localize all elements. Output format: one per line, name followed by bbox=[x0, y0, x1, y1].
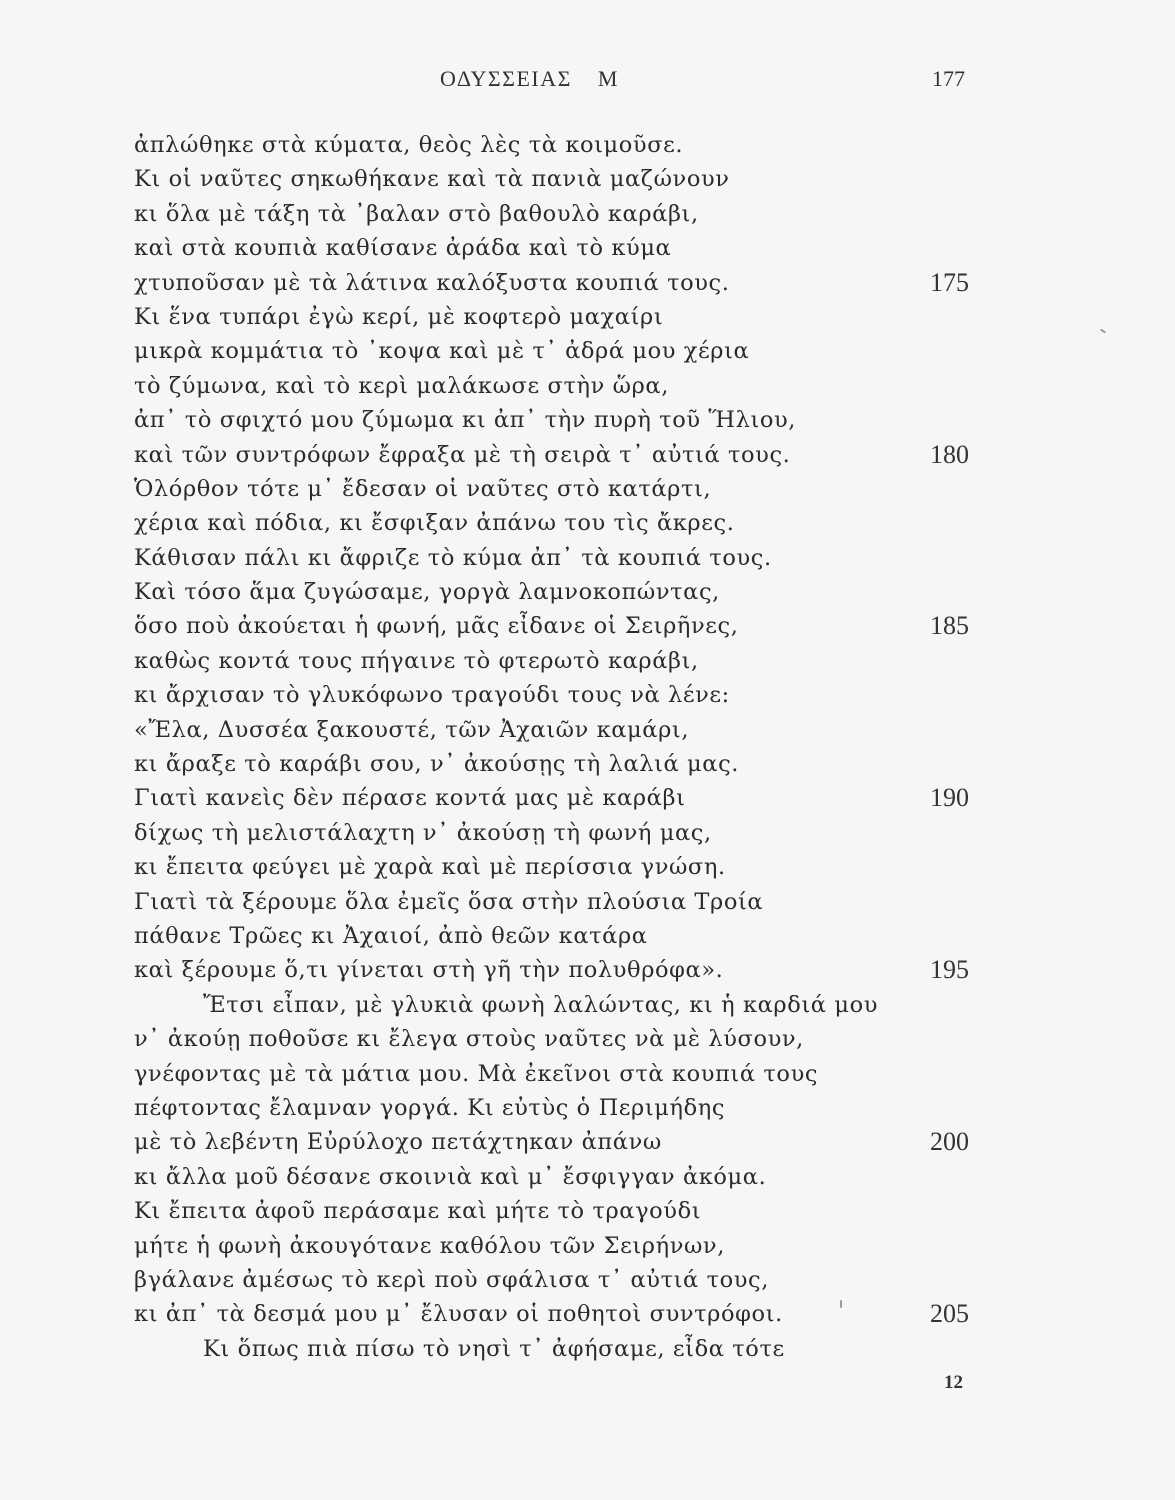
signature-mark: 12 bbox=[944, 1372, 963, 1393]
scan-speck bbox=[840, 1300, 842, 1308]
verse-line bbox=[0, 541, 1175, 575]
running-head-book: Μ bbox=[597, 66, 619, 91]
verse-text: καθὼς κοντά τους πήγαινε τὸ φτερωτὸ καράβι, bbox=[134, 647, 699, 674]
verse-text: Καὶ τόσο ἅμα ζυγώσαμε, γοργὰ λαμνοκοπώντας, bbox=[134, 579, 720, 606]
verse-line bbox=[0, 1194, 1175, 1228]
verse-text: μὲ τὸ λεβέντη Εὐρύλοχο πετάχτηκαν ἀπάνω bbox=[134, 1129, 662, 1156]
verse-text: δίχως τὴ μελιστάλαχτη ν᾽ ἀκούσῃ τὴ φωνή μας, bbox=[134, 819, 712, 846]
verse-line bbox=[0, 609, 1175, 643]
verse-line bbox=[0, 850, 1175, 884]
verse-line bbox=[0, 369, 1175, 403]
running-head bbox=[440, 66, 619, 92]
verse-line bbox=[0, 438, 1175, 472]
line-number: 185 bbox=[930, 611, 969, 641]
verse-text: τὸ ζύμωνα, καὶ τὸ κερὶ μαλάκωσε στὴν ὥρα, bbox=[134, 372, 669, 399]
verse-text: κι ἄρχισαν τὸ γλυκόφωνο τραγούδι τους νὰ λένε: bbox=[134, 682, 730, 709]
verse-line bbox=[0, 1057, 1175, 1091]
verse-line bbox=[0, 644, 1175, 678]
verse-text: Ἔτσι εἶπαν, μὲ γλυκιὰ φωνὴ λαλώντας, κι ἡ καρδιά μου bbox=[203, 991, 878, 1018]
verse-text: «Ἔλα, Δυσσέα ξακουστέ, τῶν Ἀχαιῶν καμάρι, bbox=[134, 716, 690, 743]
verse-text: κι ἄλλα μοῦ δέσανε σκοινιὰ καὶ μ᾽ ἔσφιγγαν ἀκόμα. bbox=[134, 1163, 767, 1190]
verse-line bbox=[0, 506, 1175, 540]
verse-text: βγάλανε ἀμέσως τὸ κερὶ ποὺ σφάλισα τ᾽ αὐτιά τους, bbox=[134, 1266, 770, 1293]
verse-text: Κι ὅπως πιὰ πίσω τὸ νησὶ τ᾽ ἀφήσαμε, εἶδα τότε bbox=[203, 1335, 785, 1362]
verse-text: χέρια καὶ πόδια, κι ἔσφιξαν ἀπάνω του τὶς ἄκρες. bbox=[134, 510, 735, 537]
verse-text: ἀπ᾽ τὸ σφιχτό μου ζύμωμα κι ἀπ᾽ τὴν πυρὴ τοῦ Ἥλιου, bbox=[134, 407, 797, 434]
verse-line bbox=[0, 472, 1175, 506]
verse-text: πέφτοντας ἔλαμναν γοργά. Κι εὐτὺς ὁ Περιμήδης bbox=[134, 1094, 726, 1121]
verse-text: ὅσο ποὺ ἀκούεται ἡ φωνή, μᾶς εἶδανε οἱ Σειρῆνες, bbox=[134, 613, 739, 640]
verse-text: Κάθισαν πάλι κι ἄφριζε τὸ κύμα ἀπ᾽ τὰ κουπιά τους. bbox=[134, 544, 772, 571]
verse-line bbox=[0, 1297, 1175, 1331]
verse-line bbox=[0, 919, 1175, 953]
verse-text: κι ἔπειτα φεύγει μὲ χαρὰ καὶ μὲ περίσσια γνώση. bbox=[134, 854, 726, 881]
verse-line bbox=[0, 162, 1175, 196]
verse-line bbox=[0, 1160, 1175, 1194]
line-number: 175 bbox=[930, 267, 969, 297]
verse-line bbox=[0, 300, 1175, 334]
line-number: 195 bbox=[930, 955, 969, 985]
verse-line bbox=[0, 816, 1175, 850]
verse-text: καὶ στὰ κουπιὰ καθίσανε ἀράδα καὶ τὸ κύμα bbox=[134, 235, 672, 262]
line-number: 205 bbox=[930, 1299, 969, 1329]
verse-text: χτυποῦσαν μὲ τὰ λάτινα καλόξυστα κουπιά τους. bbox=[134, 269, 730, 296]
verse-text: ἀπλώθηκε στὰ κύματα, θεὸς λὲς τὰ κοιμοῦσε. bbox=[134, 132, 684, 158]
verse-text: Γιατὶ κανεὶς δὲν πέρασε κοντά μας μὲ καράβι bbox=[134, 785, 686, 812]
verse-text: Γιατὶ τὰ ξέρουμε ὅλα ἐμεῖς ὅσα στὴν πλούσια Τροία bbox=[134, 888, 764, 915]
verse-text: Κι οἱ ναῦτες σηκωθήκανε καὶ τὰ πανιὰ μαζώνουν bbox=[134, 166, 730, 193]
verse-line bbox=[0, 1091, 1175, 1125]
verse-line bbox=[0, 885, 1175, 919]
verse-text: κι ὅλα μὲ τάξη τὰ ᾽βαλαν στὸ βαθουλὸ καράβι, bbox=[134, 200, 699, 227]
verse-text: Κι ἔπειτα ἀφοῦ περάσαμε καὶ μήτε τὸ τραγούδι bbox=[134, 1198, 702, 1225]
verse-line bbox=[0, 1229, 1175, 1263]
line-number: 190 bbox=[930, 783, 969, 813]
running-head-title: ΟΔΥΣΣΕΙΑΣ bbox=[440, 66, 572, 91]
verse-line bbox=[0, 231, 1175, 265]
verse-line bbox=[0, 128, 1175, 162]
verse-line bbox=[0, 1263, 1175, 1297]
verse-text: μικρὰ κομμάτια τὸ ᾽κοψα καὶ μὲ τ᾽ ἀδρά μου χέρια bbox=[134, 338, 750, 365]
verse-text: καὶ ξέρουμε ὅ,τι γίνεται στὴ γῆ τὴν πολυθρόφα». bbox=[134, 957, 724, 984]
verse-line bbox=[0, 988, 1175, 1022]
verse-text: καὶ τῶν συντρόφων ἔφραξα μὲ τὴ σειρὰ τ᾽ αὐτιά τους. bbox=[134, 441, 791, 468]
verse-line bbox=[0, 266, 1175, 300]
verse-text: κι ἀπ᾽ τὰ δεσμά μου μ᾽ ἔλυσαν οἱ ποθητοὶ συντρόφοι. bbox=[134, 1301, 783, 1328]
verse-text: κι ἄραξε τὸ καράβι σου, ν᾽ ἀκούσῃς τὴ λαλιά μας. bbox=[134, 751, 740, 778]
verse-text: μήτε ἡ φωνὴ ἀκουγότανε καθόλου τῶν Σειρήνων, bbox=[134, 1232, 725, 1259]
verse-line bbox=[0, 197, 1175, 231]
verse-line bbox=[0, 1125, 1175, 1159]
verse-line bbox=[0, 781, 1175, 815]
verse-block bbox=[0, 128, 1175, 1366]
line-number: 180 bbox=[930, 439, 969, 469]
verse-line bbox=[0, 403, 1175, 437]
verse-text: πάθανε Τρῶες κι Ἀχαιοί, ἀπὸ θεῶν κατάρα bbox=[134, 922, 648, 949]
verse-line bbox=[0, 678, 1175, 712]
verse-line bbox=[0, 1022, 1175, 1056]
verse-line bbox=[0, 575, 1175, 609]
verse-text: Ὁλόρθον τότε μ᾽ ἔδεσαν οἱ ναῦτες στὸ κατάρτι, bbox=[134, 475, 712, 502]
verse-text: Κι ἕνα τυπάρι ἐγὼ κερί, μὲ κοφτερὸ μαχαίρι bbox=[134, 303, 664, 330]
verse-text: γνέφοντας μὲ τὰ μάτια μου. Μὰ ἐκεῖνοι στὰ κουπιά τους bbox=[134, 1060, 819, 1087]
verse-line bbox=[0, 334, 1175, 368]
line-number: 200 bbox=[930, 1127, 969, 1157]
verse-text: ν᾽ ἀκούῃ ποθοῦσε κι ἔλεγα στοὺς ναῦτες νὰ μὲ λύσουν, bbox=[134, 1026, 804, 1053]
verse-line bbox=[0, 1332, 1175, 1366]
verse-line bbox=[0, 747, 1175, 781]
verse-line bbox=[0, 713, 1175, 747]
page-number: 177 bbox=[932, 66, 965, 91]
verse-line bbox=[0, 953, 1175, 987]
